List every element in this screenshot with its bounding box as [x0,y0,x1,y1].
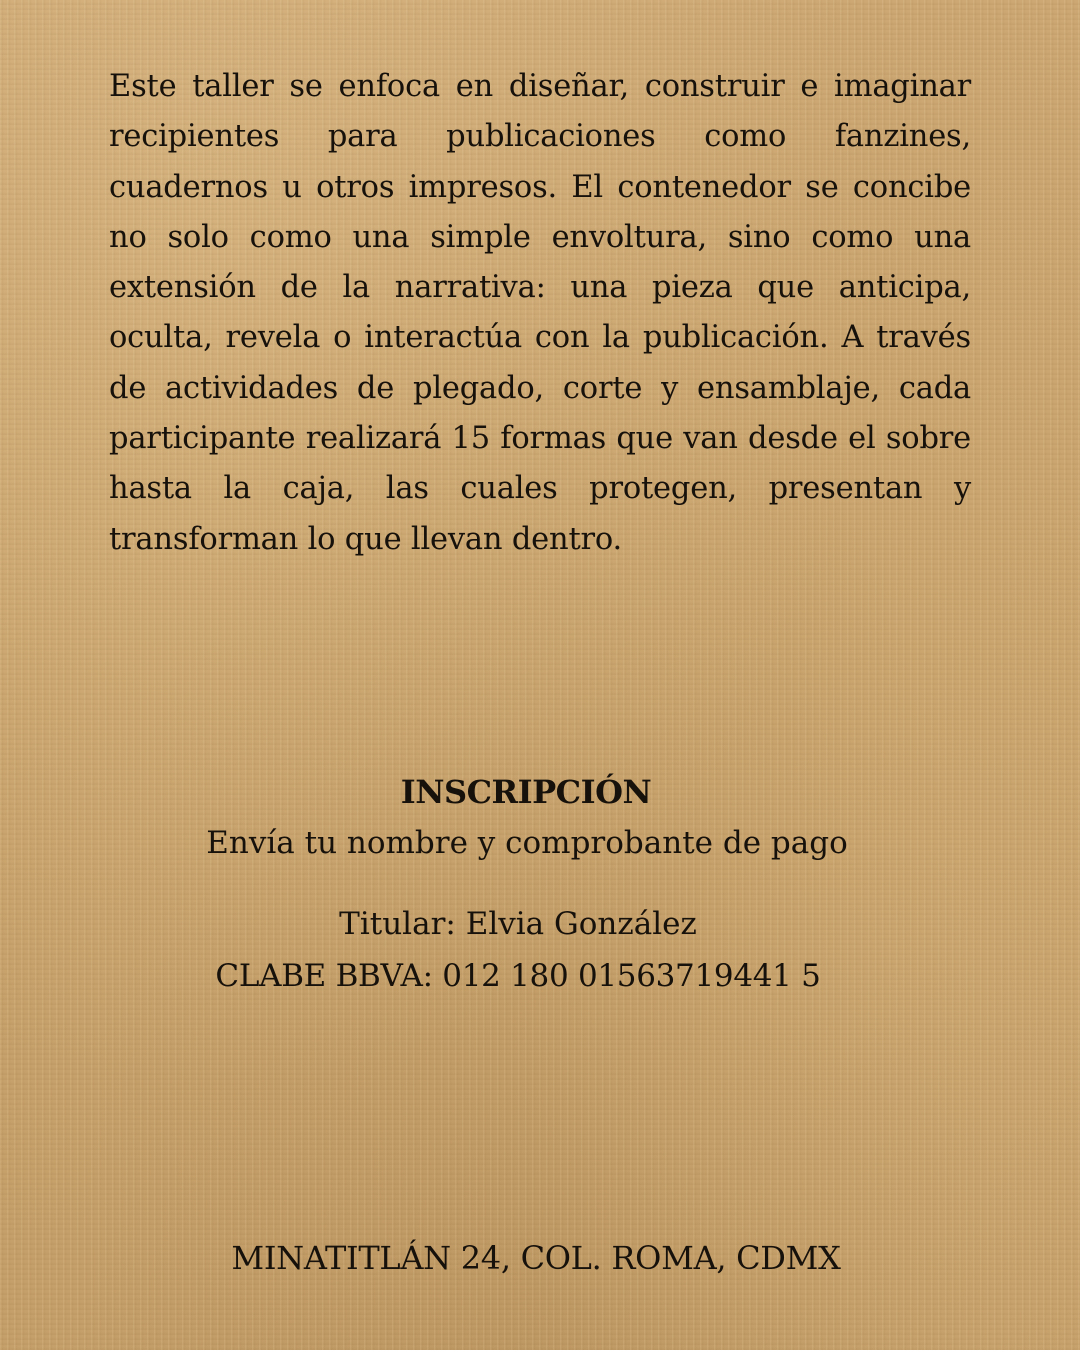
registration-instructions: Envía tu nombre y comprobante de pago [206,825,848,861]
account-holder: Titular: Elvia González [339,906,697,942]
venue-address: MINATITLÁN 24, COL. ROMA, CDMX [231,1239,841,1277]
bank-clabe: CLABE BBVA: 012 180 01563719441 5 [215,958,821,994]
registration-title: INSCRIPCIÓN [400,773,652,811]
workshop-description: Este taller se enfoca en diseñar, construir e imaginar recipientes para publicaciones como fanzines, cuadernos u otros impresos. El contenedor se concibe no solo como una simple envoltura, sino como una extensión de la narrativa: una pieza que anticipa, oculta, revela o interactúa con la publicación. A través de actividades de plegado, corte y ensamblaje, cada participante realizará 15 formas que van desde el sobre hasta la caja, las cuales protegen, presentan y transforman lo que llevan dentro. [109,69,971,557]
